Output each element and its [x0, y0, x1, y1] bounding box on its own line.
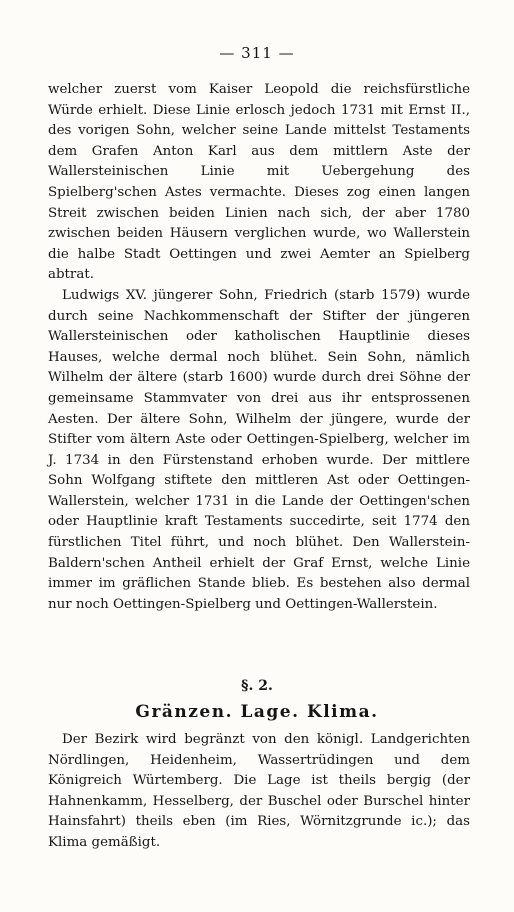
paragraph-2: Ludwigs XV. jüngerer Sohn, Friedrich (starb 1579) wurde durch seine Nachkommenschaft der Stifter der jüngeren Wallersteinischen oder katholischen Hauptlinie dieses Hauses, welche dermal noch blühet. Sein Sohn, nämlich Wilhelm der ältere (starb 1600) wurde durch drei Söhne der gemeinsame Stammvater von drei aus ihr entsprossenen Aesten. Der ältere Sohn, Wilhelm der jüngere, wurde der Stifter vom ältern Aste oder Oettingen-Spielberg, welcher im J. 1734 in den Fürstenstand erhoben wurde. Der mittlere Sohn Wolfgang stiftete den mittleren Ast oder Oettingen-Wallerstein, welcher 1731 in die Lande der Oettingen'schen oder Hauptlinie kraft Testaments succedirte, seit 1774 den fürstlichen Titel führt, und noch blühet. Den Wallerstein-Baldern'schen Antheil erhielt der Graf Ernst, welche Linie immer im gräflichen Stande blieb. Es bestehen also dermal nur noch Oettingen-Spielberg und Oettingen-Wallerstein.: [48, 287, 470, 612]
section-mark: §. 2.: [241, 678, 273, 694]
section-text: [48, 730, 470, 854]
section-title: Gränzen. Lage. Klima.: [135, 702, 379, 722]
section-paragraph: Der Bezirk wird begränzt von den königl. Landgerichten Nördlingen, Heidenheim, Wassertrüdingen und dem Königreich Würtemberg. Die Lage ist theils bergig (der Hahnenkamm, Hesselberg, der Buschel oder Burschel hinter Hainsfahrt) theils eben (im Ries, Wörnitzgrunde ic.); das Klima gemäßigt.: [48, 732, 470, 850]
page-number: — 311 —: [219, 44, 295, 62]
paragraph-1: welcher zuerst vom Kaiser Leopold die reichsfürstliche Würde erhielt. Diese Linie erlosch jedoch 1731 mit Ernst II., des vorigen Sohn, welcher seine Lande mittelst Testaments dem Grafen Anton Karl aus dem mittlern Aste der Wallersteinischen Linie mit Uebergehung des Spielberg'schen Astes vermachte. Dieses zog einen langen Streit zwischen beiden Linien nach sich, der aber 1780 zwischen beiden Häusern verglichen wurde, wo Wallerstein die halbe Stadt Oettingen und zwei Aemter an Spielberg abtrat.: [48, 82, 470, 283]
body-text: [48, 80, 470, 615]
